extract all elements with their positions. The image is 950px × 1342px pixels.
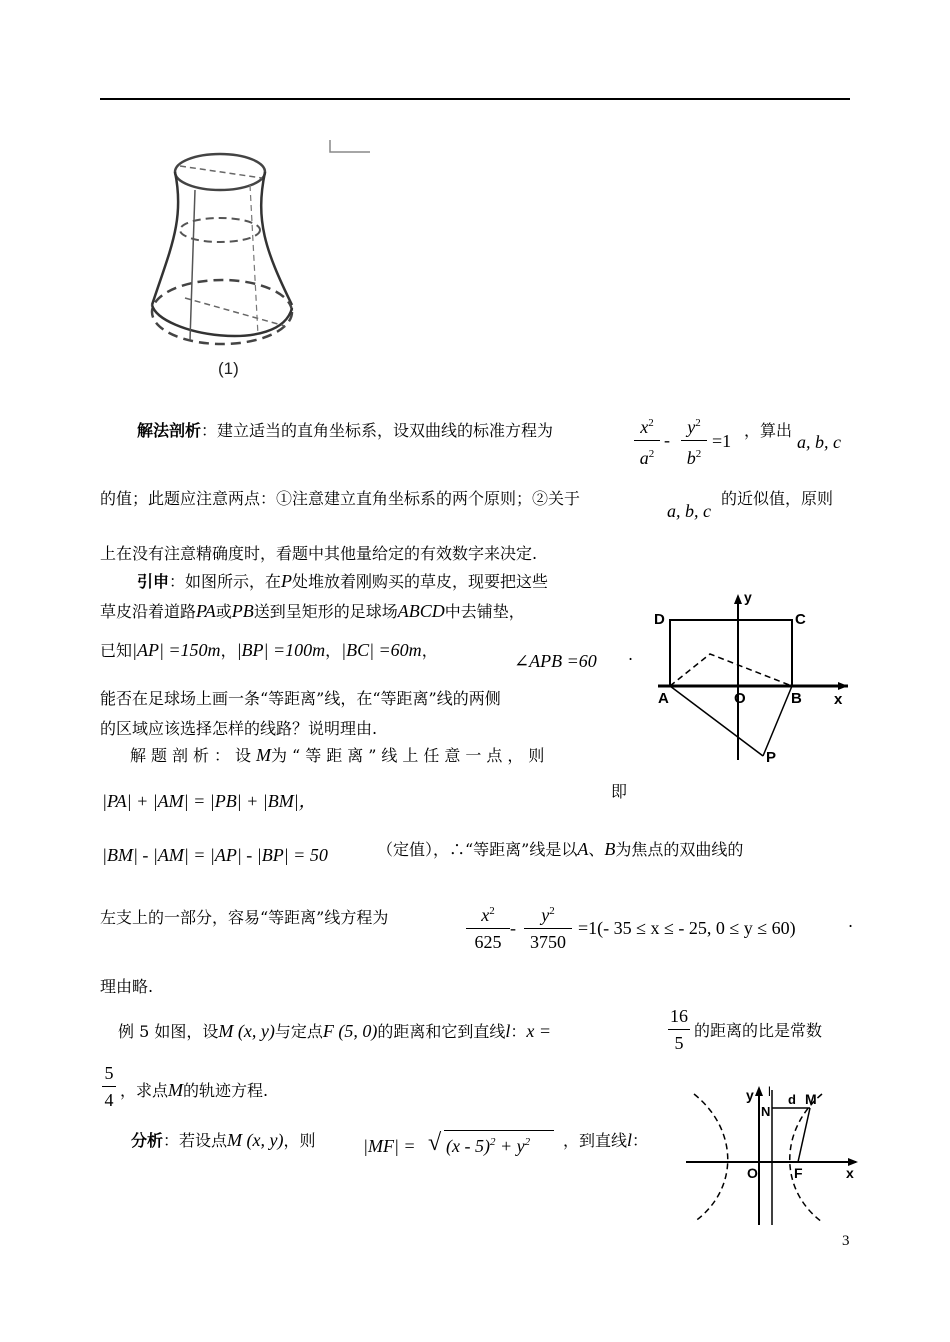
label-p: P	[766, 749, 777, 766]
minus-sign-2: -	[510, 918, 516, 938]
label-o: O	[734, 690, 746, 707]
abc-vars: a, b, c	[797, 432, 841, 452]
fraction-y2-b2: $y^2$ $b^2$	[681, 412, 707, 469]
analysis-line1c: ，到直线l：	[563, 1130, 649, 1150]
solution-line1: 解题剖析：设M为“等距离”线上任意一点，则	[130, 745, 550, 765]
abc-vars-2: a, b, c	[667, 501, 711, 521]
solution-line4: 理由略.	[100, 977, 154, 996]
fig3-y: y	[746, 1087, 754, 1103]
hyperbola-figure	[684, 1080, 864, 1230]
fig3-o: O	[747, 1165, 758, 1181]
fig3-f: F	[794, 1165, 803, 1181]
example5-line2: ，求点M的轨迹方程.	[120, 1080, 269, 1100]
minus-sign: -	[664, 430, 670, 450]
label-a: A	[658, 690, 669, 707]
solution-eq2: |BM| - |AM| = |AP| - |BP| = 50	[102, 845, 328, 865]
equation-rhs: =1	[712, 431, 732, 451]
fig3-m: M	[805, 1091, 817, 1107]
label-d: D	[654, 611, 665, 628]
page-number: 3	[842, 1233, 850, 1249]
fraction-5-4: 5 4	[102, 1062, 116, 1111]
intro-dot: .	[628, 645, 634, 664]
intro-line5: 的区域应该选择怎样的线路？说明理由.	[100, 719, 378, 738]
fig3-x: x	[846, 1165, 854, 1181]
fig3-l: l	[768, 1084, 771, 1099]
intro-line4: 能否在足球场上画一条“等距离”线，在“等距离”线的两侧	[100, 689, 501, 708]
intro-line1: 引申：如图所示，在P处堆放着刚购买的草皮，现要把这些	[137, 571, 549, 591]
label-b: B	[791, 690, 802, 707]
solution-line2: （定值），∴“等距离”线是以A、B为焦点的双曲线的	[377, 839, 744, 859]
fraction-16-5: 16 5	[670, 1006, 688, 1053]
fig3-d: d	[788, 1092, 796, 1107]
para1-line2b: 的近似值，原则	[721, 489, 834, 508]
solution-line3: 左支上的一部分，容易“等距离”线方程为	[100, 908, 389, 927]
fraction-x2-a2: $x^2$ $a^2$	[634, 412, 660, 469]
angle-apb: ∠APB =60	[514, 651, 597, 671]
intro-line2: 草皮沿着道路PA或PB送到呈矩形的足球场ABCD中去铺垫，	[100, 601, 525, 621]
fig3-n: N	[761, 1104, 771, 1119]
para1-text2: ，算出	[744, 421, 793, 440]
fraction-x2-625: $x^2$ 625	[466, 900, 510, 953]
para1-line2: 的值；此题应注意两点：①注意建立直角坐标系的两个原则；②关于	[100, 489, 581, 508]
sqrt-content: $(x - 5)^2 + y^2$	[446, 1136, 531, 1156]
example5-line1: 例 5 如图，设M (x, y)与定点F (5, 0)的距离和它到直线l：x =	[118, 1021, 552, 1041]
figure-caption: (1)	[218, 359, 239, 378]
field-figure	[648, 590, 858, 768]
label-c: C	[795, 611, 806, 628]
hyperboloid-figure	[140, 130, 380, 380]
solution-range: =1(- 35 ≤ x ≤ - 25, 0 ≤ y ≤ 60)	[578, 918, 796, 938]
solution-ji: 即	[611, 782, 628, 801]
para1-line3: 上在没有注意精确度时，看题中其他量给定的有效数字来决定.	[100, 544, 538, 563]
sqrt-sign: √	[428, 1130, 442, 1156]
label-y: y	[744, 590, 752, 605]
analysis-line1: 分析：若设点M (x, y)，则	[131, 1130, 316, 1150]
label-x: x	[834, 691, 843, 708]
header-rule	[100, 98, 850, 100]
fraction-y2-3750: $y^2$ 3750	[524, 900, 572, 953]
sqrt-bar	[444, 1130, 554, 1131]
example5-line1d: 的距离的比是常数	[694, 1021, 823, 1040]
para1-line1: 解法剖析：建立适当的直角坐标系，设双曲线的标准方程为	[137, 421, 554, 440]
intro-line3: 已知|AP| =150m，|BP| =100m，|BC| =60m，	[100, 640, 438, 660]
solution-l3end: .	[848, 912, 854, 931]
solution-eq1: |PA| + |AM| = |PB| + |BM|，	[102, 791, 317, 811]
analysis-mf: |MF| =	[363, 1136, 416, 1156]
